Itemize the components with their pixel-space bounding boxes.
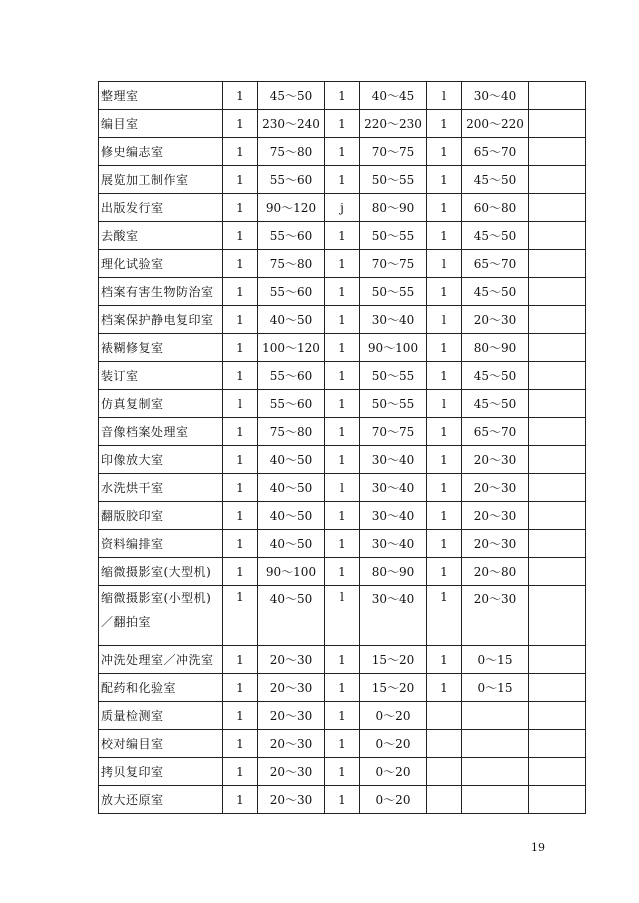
count-c-cell <box>427 758 462 786</box>
room-area-table <box>98 81 586 814</box>
area-c-cell: 65～70 <box>462 138 529 166</box>
area-a-cell: 40～50 <box>258 586 325 646</box>
area-c-cell: 20～30 <box>462 530 529 558</box>
remark-cell <box>529 222 586 250</box>
remark-cell <box>529 82 586 110</box>
area-c-cell: 20～30 <box>462 474 529 502</box>
remark-cell <box>529 786 586 814</box>
area-b-cell: 30～40 <box>360 530 427 558</box>
count-c-cell: 1 <box>427 334 462 362</box>
count-a-cell: 1 <box>223 530 258 558</box>
count-a-cell: 1 <box>223 446 258 474</box>
area-a-cell: 75～80 <box>258 250 325 278</box>
count-a-cell: 1 <box>223 674 258 702</box>
count-a-cell: 1 <box>223 418 258 446</box>
room-name-cell: 档案保护静电复印室 <box>99 306 223 334</box>
count-b-cell: 1 <box>325 166 360 194</box>
area-c-cell: 20～30 <box>462 306 529 334</box>
table-row <box>99 278 586 306</box>
area-a-cell: 40～50 <box>258 502 325 530</box>
count-c-cell <box>427 786 462 814</box>
table-row <box>99 82 586 110</box>
count-a-cell: 1 <box>223 786 258 814</box>
area-b-cell: 70～75 <box>360 250 427 278</box>
table-body <box>99 82 586 814</box>
count-b-cell: l <box>325 474 360 502</box>
area-b-cell: 0～20 <box>360 730 427 758</box>
room-name-cell: 放大还原室 <box>99 786 223 814</box>
table-row <box>99 390 586 418</box>
count-a-cell: 1 <box>223 758 258 786</box>
count-c-cell: 1 <box>427 502 462 530</box>
area-b-cell: 15～20 <box>360 674 427 702</box>
room-name-cell: 出版发行室 <box>99 194 223 222</box>
area-a-cell: 20～30 <box>258 730 325 758</box>
room-name-cell: 缩微摄影室(小型机)／翻拍室 <box>99 586 223 646</box>
count-b-cell: 1 <box>325 362 360 390</box>
area-c-cell <box>462 786 529 814</box>
area-a-cell: 55～60 <box>258 390 325 418</box>
count-b-cell: 1 <box>325 334 360 362</box>
room-name-cell: 资料编排室 <box>99 530 223 558</box>
area-c-cell: 45～50 <box>462 278 529 306</box>
area-a-cell: 20～30 <box>258 786 325 814</box>
area-a-cell: 55～60 <box>258 222 325 250</box>
table-row <box>99 362 586 390</box>
count-b-cell: 1 <box>325 786 360 814</box>
table-row <box>99 702 586 730</box>
table-row <box>99 758 586 786</box>
area-c-cell: 20～30 <box>462 586 529 646</box>
area-b-cell: 30～40 <box>360 446 427 474</box>
table-row <box>99 730 586 758</box>
room-name-cell: 装订室 <box>99 362 223 390</box>
area-c-cell <box>462 702 529 730</box>
count-c-cell: l <box>427 306 462 334</box>
count-c-cell: 1 <box>427 222 462 250</box>
count-b-cell: j <box>325 194 360 222</box>
table-row <box>99 446 586 474</box>
remark-cell <box>529 250 586 278</box>
room-name-cell: 档案有害生物防治室 <box>99 278 223 306</box>
area-b-cell: 15～20 <box>360 646 427 674</box>
count-a-cell: 1 <box>223 278 258 306</box>
area-c-cell: 20～30 <box>462 446 529 474</box>
table-row <box>99 222 586 250</box>
area-a-cell: 40～50 <box>258 306 325 334</box>
area-a-cell: 100～120 <box>258 334 325 362</box>
count-a-cell: 1 <box>223 166 258 194</box>
remark-cell <box>529 362 586 390</box>
count-b-cell: 1 <box>325 558 360 586</box>
count-a-cell: 1 <box>223 362 258 390</box>
area-a-cell: 90～100 <box>258 558 325 586</box>
remark-cell <box>529 502 586 530</box>
count-a-cell: 1 <box>223 702 258 730</box>
count-a-cell: 1 <box>223 306 258 334</box>
room-name-cell: 理化试验室 <box>99 250 223 278</box>
area-b-cell: 50～55 <box>360 166 427 194</box>
count-b-cell: 1 <box>325 110 360 138</box>
area-a-cell: 20～30 <box>258 702 325 730</box>
area-c-cell: 20～80 <box>462 558 529 586</box>
remark-cell <box>529 194 586 222</box>
area-a-cell: 40～50 <box>258 530 325 558</box>
count-a-cell: 1 <box>223 250 258 278</box>
count-b-cell: 1 <box>325 758 360 786</box>
area-a-cell: 55～60 <box>258 278 325 306</box>
area-c-cell: 200～220 <box>462 110 529 138</box>
count-a-cell: 1 <box>223 502 258 530</box>
count-b-cell: 1 <box>325 530 360 558</box>
area-b-cell: 80～90 <box>360 558 427 586</box>
area-c-cell: 0～15 <box>462 646 529 674</box>
area-c-cell: 45～50 <box>462 362 529 390</box>
area-a-cell: 55～60 <box>258 166 325 194</box>
area-b-cell: 30～40 <box>360 586 427 646</box>
area-a-cell: 230～240 <box>258 110 325 138</box>
room-name-cell: 展览加工制作室 <box>99 166 223 194</box>
room-name-cell: 校对编目室 <box>99 730 223 758</box>
table-row <box>99 250 586 278</box>
remark-cell <box>529 758 586 786</box>
room-name-cell: 整理室 <box>99 82 223 110</box>
count-c-cell <box>427 702 462 730</box>
remark-cell <box>529 306 586 334</box>
count-b-cell: 1 <box>325 502 360 530</box>
count-b-cell: 1 <box>325 390 360 418</box>
area-b-cell: 30～40 <box>360 306 427 334</box>
area-b-cell: 50～55 <box>360 390 427 418</box>
area-c-cell <box>462 758 529 786</box>
count-c-cell: 1 <box>427 474 462 502</box>
count-b-cell: 1 <box>325 222 360 250</box>
area-b-cell: 80～90 <box>360 194 427 222</box>
area-a-cell: 75～80 <box>258 418 325 446</box>
count-a-cell: 1 <box>223 222 258 250</box>
table-row <box>99 558 586 586</box>
area-a-cell: 45～50 <box>258 82 325 110</box>
area-b-cell: 0～20 <box>360 786 427 814</box>
room-name-cell: 翻版胶印室 <box>99 502 223 530</box>
room-name-cell: 拷贝复印室 <box>99 758 223 786</box>
count-c-cell: 1 <box>427 362 462 390</box>
remark-cell <box>529 418 586 446</box>
table-row <box>99 418 586 446</box>
count-b-cell: 1 <box>325 306 360 334</box>
count-c-cell: 1 <box>427 646 462 674</box>
count-c-cell: 1 <box>427 558 462 586</box>
area-b-cell: 50～55 <box>360 278 427 306</box>
room-name-cell: 冲洗处理室／冲洗室 <box>99 646 223 674</box>
table-row <box>99 646 586 674</box>
remark-cell <box>529 110 586 138</box>
count-b-cell: 1 <box>325 646 360 674</box>
remark-cell <box>529 390 586 418</box>
remark-cell <box>529 702 586 730</box>
count-c-cell: l <box>427 250 462 278</box>
remark-cell <box>529 586 586 646</box>
table-row <box>99 502 586 530</box>
room-name-cell: 配药和化验室 <box>99 674 223 702</box>
area-b-cell: 90～100 <box>360 334 427 362</box>
area-b-cell: 40～45 <box>360 82 427 110</box>
count-a-cell: 1 <box>223 586 258 646</box>
area-c-cell: 45～50 <box>462 166 529 194</box>
count-c-cell <box>427 730 462 758</box>
area-b-cell: 50～55 <box>360 222 427 250</box>
area-a-cell: 40～50 <box>258 446 325 474</box>
page-number: 19 <box>531 841 545 854</box>
area-c-cell: 65～70 <box>462 418 529 446</box>
count-a-cell: 1 <box>223 194 258 222</box>
count-c-cell: 1 <box>427 586 462 646</box>
count-c-cell: 1 <box>427 418 462 446</box>
count-c-cell: l <box>427 82 462 110</box>
room-name-cell: 去酸室 <box>99 222 223 250</box>
area-a-cell: 20～30 <box>258 758 325 786</box>
area-c-cell: 60～80 <box>462 194 529 222</box>
room-name-cell: 裱糊修复室 <box>99 334 223 362</box>
area-c-cell: 45～50 <box>462 390 529 418</box>
area-a-cell: 55～60 <box>258 362 325 390</box>
count-c-cell: 1 <box>427 166 462 194</box>
table-row <box>99 530 586 558</box>
remark-cell <box>529 278 586 306</box>
count-c-cell: 1 <box>427 530 462 558</box>
room-name-cell: 质量检测室 <box>99 702 223 730</box>
room-name-cell: 缩微摄影室(大型机) <box>99 558 223 586</box>
count-b-cell: 1 <box>325 82 360 110</box>
count-b-cell: 1 <box>325 730 360 758</box>
area-a-cell: 90～120 <box>258 194 325 222</box>
remark-cell <box>529 558 586 586</box>
table-row <box>99 474 586 502</box>
area-b-cell: 50～55 <box>360 362 427 390</box>
count-c-cell: 1 <box>427 194 462 222</box>
area-c-cell: 80～90 <box>462 334 529 362</box>
count-b-cell: 1 <box>325 674 360 702</box>
room-name-cell: 修史编志室 <box>99 138 223 166</box>
area-a-cell: 40～50 <box>258 474 325 502</box>
room-name-cell: 编目室 <box>99 110 223 138</box>
count-c-cell: l <box>427 390 462 418</box>
count-b-cell: l <box>325 586 360 646</box>
area-b-cell: 30～40 <box>360 502 427 530</box>
area-b-cell: 30～40 <box>360 474 427 502</box>
remark-cell <box>529 730 586 758</box>
table-row <box>99 786 586 814</box>
count-c-cell: 1 <box>427 674 462 702</box>
count-a-cell: 1 <box>223 82 258 110</box>
count-a-cell: l <box>223 390 258 418</box>
room-name-cell: 音像档案处理室 <box>99 418 223 446</box>
remark-cell <box>529 166 586 194</box>
count-c-cell: 1 <box>427 446 462 474</box>
count-a-cell: 1 <box>223 334 258 362</box>
area-a-cell: 20～30 <box>258 646 325 674</box>
area-c-cell <box>462 730 529 758</box>
area-c-cell: 0～15 <box>462 674 529 702</box>
area-a-cell: 75～80 <box>258 138 325 166</box>
table-row <box>99 194 586 222</box>
count-a-cell: 1 <box>223 110 258 138</box>
table-row <box>99 110 586 138</box>
count-a-cell: 1 <box>223 558 258 586</box>
area-b-cell: 220～230 <box>360 110 427 138</box>
area-c-cell: 45～50 <box>462 222 529 250</box>
table-row <box>99 586 586 646</box>
count-b-cell: 1 <box>325 418 360 446</box>
room-name-cell: 水洗烘干室 <box>99 474 223 502</box>
remark-cell <box>529 446 586 474</box>
table-row <box>99 166 586 194</box>
count-a-cell: 1 <box>223 646 258 674</box>
count-b-cell: 1 <box>325 278 360 306</box>
count-c-cell: 1 <box>427 278 462 306</box>
count-b-cell: 1 <box>325 138 360 166</box>
table-row <box>99 334 586 362</box>
count-a-cell: 1 <box>223 474 258 502</box>
area-c-cell: 30～40 <box>462 82 529 110</box>
remark-cell <box>529 474 586 502</box>
area-c-cell: 20～30 <box>462 502 529 530</box>
room-name-cell: 印像放大室 <box>99 446 223 474</box>
count-a-cell: 1 <box>223 730 258 758</box>
table-row <box>99 306 586 334</box>
count-a-cell: 1 <box>223 138 258 166</box>
area-b-cell: 70～75 <box>360 138 427 166</box>
area-b-cell: 0～20 <box>360 702 427 730</box>
table-row <box>99 674 586 702</box>
remark-cell <box>529 646 586 674</box>
count-c-cell: 1 <box>427 138 462 166</box>
remark-cell <box>529 674 586 702</box>
count-b-cell: 1 <box>325 446 360 474</box>
area-a-cell: 20～30 <box>258 674 325 702</box>
count-c-cell: 1 <box>427 110 462 138</box>
room-name-cell: 仿真复制室 <box>99 390 223 418</box>
table-row <box>99 138 586 166</box>
count-b-cell: 1 <box>325 250 360 278</box>
remark-cell <box>529 334 586 362</box>
area-b-cell: 70～75 <box>360 418 427 446</box>
remark-cell <box>529 138 586 166</box>
count-b-cell: 1 <box>325 702 360 730</box>
area-c-cell: 65～70 <box>462 250 529 278</box>
area-b-cell: 0～20 <box>360 758 427 786</box>
remark-cell <box>529 530 586 558</box>
